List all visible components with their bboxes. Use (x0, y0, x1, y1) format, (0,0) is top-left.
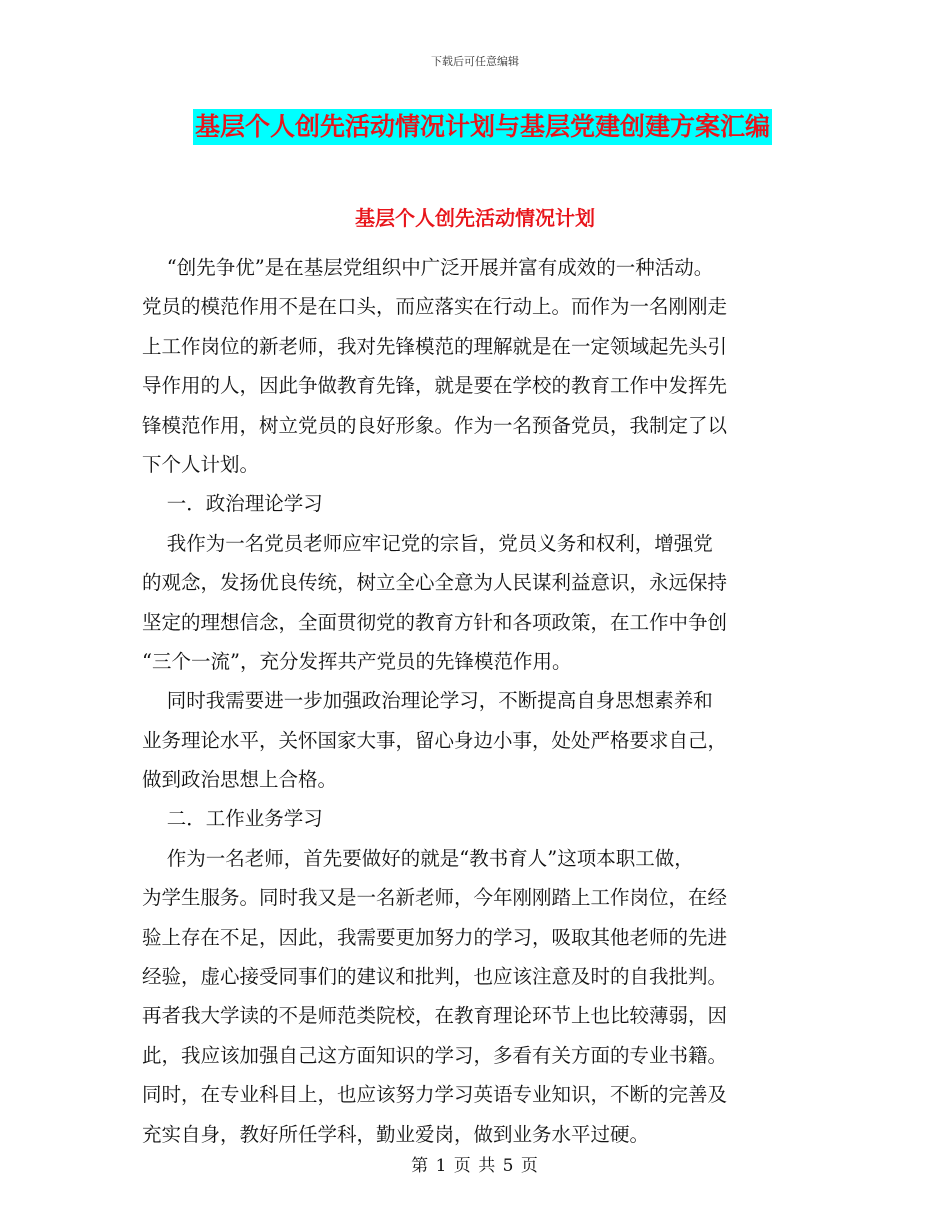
text-line: 锋模范作用，树立党员的良好形象。作为一名预备党员，我制定了以 (142, 413, 728, 437)
text-line: 业务理论水平，关怀国家大事，留心身边小事，处处严格要求自己， (142, 728, 728, 752)
text-line: “创先争优”是在基层党组织中广泛开展并富有成效的一种活动。 (142, 256, 714, 279)
text-line: 经验，虚心接受同事们的建议和批判，也应该注意及时的自我批判。 (142, 965, 728, 989)
text-line: 党员的模范作用不是在口头，而应落实在行动上。而作为一名刚刚走 (142, 295, 728, 319)
text-line: 下个人计划。 (142, 452, 260, 476)
text-line: 充实自身，教好所任学科，勤业爱岗，做到业务水平过硬。 (142, 1122, 650, 1146)
body-text (142, 248, 814, 1154)
header-note: 下载后可任意编辑 (431, 55, 519, 68)
text-line: 坚定的理想信念，全面贯彻党的教育方针和各项政策，在工作中争创 (142, 610, 728, 634)
sub-title: 基层个人创先活动情况计划 (355, 206, 595, 230)
text-line: “三个一流”，充分发挥共产党员的先锋模范作用。 (142, 649, 572, 673)
text-line: 此，我应该加强自己这方面知识的学习，多看有关方面的专业书籍。 (142, 1043, 728, 1067)
text-line: 作为一名老师，首先要做好的就是“教书育人”这项本职工做， (142, 846, 694, 870)
text-line: 的观念，发扬优良传统，树立全心全意为人民谋利益意识，永远保持 (142, 571, 728, 595)
text-line: 同时，在专业科目上，也应该努力学习英语专业知识，不断的完善及 (142, 1083, 728, 1107)
section-heading: 一．政治理论学习 (142, 492, 323, 516)
section-heading: 二．工作业务学习 (142, 807, 323, 831)
text-line: 做到政治思想上合格。 (142, 768, 338, 792)
main-title: 基层个人创先活动情况计划与基层党建创建方案汇编 (193, 109, 772, 145)
page-footer: 第 1 页 共 5 页 (411, 1156, 539, 1176)
text-line: 上工作岗位的新老师，我对先锋模范的理解就是在一定领域起先头引 (142, 334, 728, 358)
text-line: 同时我需要进一步加强政治理论学习，不断提高自身思想素养和 (142, 689, 713, 713)
text-line: 导作用的人，因此争做教育先锋，就是要在学校的教育工作中发挥先 (142, 374, 728, 398)
text-line: 再者我大学读的不是师范类院校，在教育理论环节上也比较薄弱，因 (142, 1004, 728, 1028)
text-line: 为学生服务。同时我又是一名新老师，今年刚刚踏上工作岗位，在经 (142, 886, 728, 910)
text-line: 我作为一名党员老师应牢记党的宗旨，党员义务和权利，增强党 (142, 531, 713, 555)
text-line: 验上存在不足，因此，我需要更加努力的学习，吸取其他老师的先进 (142, 925, 728, 949)
